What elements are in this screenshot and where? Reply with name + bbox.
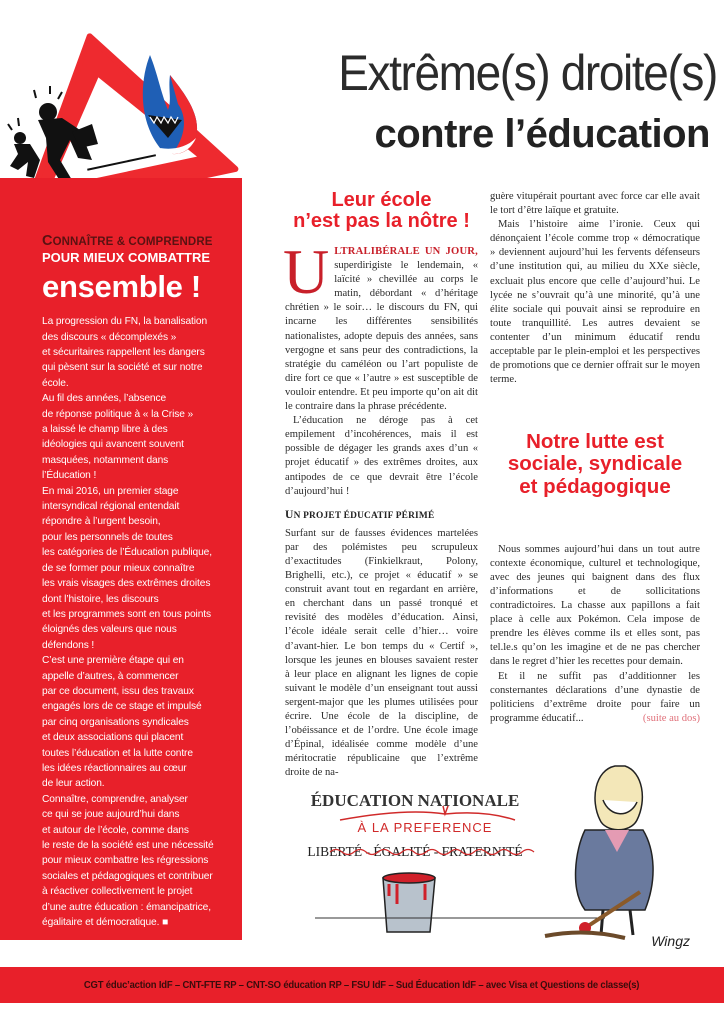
article2-paragraph-1: Nous sommes aujourd’hui dans un tout autre contexte économique, culturel et technologique, avec des jeunes qui baignent dans des flux d’informations et de sollicitations contradictoires. La chasse aux papillons a fait place à celle aux Pokémon. Cela impose de prendre les élèves comme ils et elles sont, pas tel.le.s qu’on les imagine et de ne pas chercher dans le regret d’hier les recettes pour demain. <box>490 543 700 668</box>
sidebar-line: idéologies qui avancent souvent <box>42 439 184 451</box>
article1-heading <box>285 190 478 232</box>
article-column-1 <box>285 190 478 780</box>
sidebar-line: et deux associations qui placent <box>42 732 184 744</box>
lead-in: LTRALIBÉRALE UN JOUR, <box>334 246 478 257</box>
sidebar-line: l’Éducation ! <box>42 470 97 482</box>
sidebar-line: sociales et pédagogiques et contribuer <box>42 870 213 882</box>
sidebar-line: école. <box>42 377 69 389</box>
sidebar-line: par cinq organisations syndicales <box>42 716 189 728</box>
sidebar-line: La progression du FN, la banalisation <box>42 316 208 328</box>
sidebar-line: masquées, notamment dans <box>42 454 169 466</box>
cartoonist-signature: Wingz <box>651 933 690 949</box>
sidebar-line: les idées réactionnaires au cœur <box>42 762 187 774</box>
sidebar-headline: ensemble ! <box>42 268 201 304</box>
sidebar-line: de leur action. <box>42 778 105 790</box>
sidebar-line: Au fil des années, l’absence <box>42 393 167 405</box>
sidebar-line: ce qui se joue aujourd’hui dans <box>42 809 180 821</box>
sidebar-kicker-line1 <box>42 233 238 250</box>
sidebar-line: toutes l’éducation et la lutte contre <box>42 747 193 759</box>
sidebar-line: par ce document, issu des travaux <box>42 685 194 697</box>
sidebar-paragraph <box>42 391 238 483</box>
sidebar-line: répondre à l’urgent besoin, <box>42 516 161 528</box>
sidebar-line: Connaître, comprendre, analyser <box>42 793 188 805</box>
red-sidebar <box>0 178 242 940</box>
article-column-2 <box>490 190 700 726</box>
kicker-rest: ONNAÎTRE & COMPRENDRE <box>52 236 213 248</box>
sidebar-line: défendons ! <box>42 639 95 651</box>
sidebar-kicker-line2: POUR MIEUX COMBATTRE <box>42 249 211 265</box>
sidebar-line: C’est une première étape qui en <box>42 655 184 667</box>
footer-bar <box>0 967 724 1003</box>
sidebar-paragraph <box>42 653 238 792</box>
sidebar-line: de se former pour mieux connaître <box>42 562 195 574</box>
article2-heading-line2: sociale, syndicale <box>507 452 683 476</box>
page-title-line2: contre l’éducation <box>374 112 710 156</box>
article1-paragraph-1 <box>283 236 478 414</box>
sidebar-line: pour mieux combattre les régressions <box>42 855 209 867</box>
sidebar-line: appelle d’autres, à commencer <box>42 670 179 682</box>
cartoon-illustration <box>285 760 715 950</box>
sidebar-line: intersyndical régional entendait <box>42 501 180 513</box>
article1-paragraph-2: L’éducation ne déroge pas à cet empilement d’incohérences, mais il est possible de dégager les grands axes d’un « projet éducatif » des extrêmes droites, aux antipodes de ce que devrait être l’école d’aujourd’hui ! <box>285 415 478 497</box>
article2-heading-line1: Notre lutte est <box>526 430 664 454</box>
sidebar-line: pour les personnels de toutes <box>42 531 173 543</box>
sidebar-line: à réactiver collectivement le projet <box>42 886 193 898</box>
cartoon-caption-education-nationale: ÉDUCATION NATIONALE <box>310 791 520 810</box>
article1-subheading <box>285 508 478 523</box>
article2-heading-line3: et pédagogique <box>519 474 671 498</box>
sidebar-line: et autour de l’école, comme dans <box>42 824 189 836</box>
drop-cap: U <box>283 236 330 307</box>
cartoon-insert-text: À LA PREFERENCE <box>357 820 493 835</box>
sidebar-line: les catégories de l’Éducation publique, <box>42 547 212 559</box>
page-title-line1: Extrême(s) droite(s) <box>338 45 717 101</box>
continued-on-back-link: (suite au dos) <box>642 712 700 724</box>
sidebar-line: les vrais visages des extrêmes droites <box>42 578 211 590</box>
sidebar-line: engagés lors de ce stage et impulsé <box>42 701 202 713</box>
sidebar-paragraph <box>42 792 238 931</box>
sidebar-line: et les programmes sont en tous points <box>42 608 212 620</box>
sidebar-paragraph <box>42 484 238 653</box>
sidebar-line: de réponse politique à « la Crise » <box>42 408 194 420</box>
sidebar-line: et sécuritaires rappellent les dangers <box>42 347 205 359</box>
article2-paragraph-2 <box>490 670 700 726</box>
subheading-rest: N PROJET ÉDUCATIF PÉRIMÉ <box>293 510 435 521</box>
sidebar-body <box>42 314 238 930</box>
sidebar-line: dont l’histoire, les discours <box>42 593 159 605</box>
article1-cont-paragraph-1: guère vitupérait pourtant avec force car elle avait le tort d’être laïque et gratuite. <box>490 191 700 217</box>
article1-heading-line2: n’est pas la nôtre ! <box>293 210 470 232</box>
sidebar-line: le reste de la société est une nécessité <box>42 840 214 852</box>
kicker-initial: C <box>42 233 53 249</box>
article1-cont-paragraph-2: Mais l’histoire aime l’ironie. Ceux qui dénonçaient l’école comme trop « démocratique » deviennent aujourd’hui les fervents défenseurs d’une institution qui, au milieu du XXe siècle, excluait plus encore que celle d’aujourd’hui. Le lycée ne s’ouvrait qu’à une minorité, qu’à une élite sociale qui pouvait ainsi se reproduire en toute tranquillité. Les autres devaient se contenter d’un minimum éducatif rendu acceptable par le plein-emploi et les perspectives de promotions que ce dernier offrait sur le moyen terme. <box>490 219 700 386</box>
sidebar-line: d’une autre éducation : émancipatrice, <box>42 901 211 913</box>
sidebar-line: des discours « décomplexés » <box>42 331 177 343</box>
article2-heading <box>490 431 700 497</box>
sidebar-line: éloignés des valeurs que nous <box>42 624 177 636</box>
subheading-initial: U <box>285 507 294 521</box>
article2-p2-text: Et il ne suffit pas d’additionner les consternantes déclarations d’une dynastie de politiciens d’extrême droite pour faire un programme éducatif... <box>490 670 700 724</box>
footer-organizations: CGT éduc’action IdF – CNT-FTE RP – CNT-SO éducation RP – FSU IdF – Sud Éducation IdF – avec Visa et Questions de classe(s) <box>84 979 640 991</box>
sidebar-paragraph <box>42 314 238 391</box>
article1-p1-text: superdirigiste le lendemain, « laïcité » chevillée au corps le matin, débordant « d’héritage chrétien » le soir… le discours du FN, qui incarne les différentes sensibilités nationalistes, adopte depuis des années, sans vergogne et sans peur des contradictions, la stratégie du caméléon ou l’art populiste de dire fort ce que « l’autre » est susceptible de vouloir entendre. Et peu importe qu’on ait dit le contraire dans la phrase précédente. <box>285 260 478 413</box>
cartoon-motto: LIBERTÉ - ÉGALITÉ - FRATERNITÉ <box>307 844 523 859</box>
sidebar-line: égalitaire et démocratique. ■ <box>42 917 169 929</box>
sidebar-line: qui pèsent sur la société et sur notre <box>42 362 203 374</box>
sidebar-line: En mai 2016, un premier stage <box>42 485 179 497</box>
article1-paragraph-3: Surfant sur de fausses évidences martelées par des polémistes peu scrupuleux d’exactitudes (Finkielkraut, Polony, Brighelli, etc.), ce projet « éducatif » se construit avant tout en regardant en arrière, en cherchant dans un passé tronqué et revisité des modèles d’éducation. Ainsi, l’école idéale serait celle d’hier… voire d’avant-hier. Le bon temps du « Certif », lorsque les jeunes en blouses savaient rester à leur place en alignant les lignes de copie suivant le modèle d’un enseignant tout aussi sergent-major que les plumes utilisées pour écrire. Une école de la discipline, de l’obéissance et de l’ordre. Une école image d’Épinal, idéalisée comme modèle d’une méritocratie républicaine que l’extrême droite de na- <box>285 527 478 779</box>
sidebar-line: a laissé le champ libre à des <box>42 424 168 436</box>
article1-heading-line1: Leur école <box>331 189 432 211</box>
